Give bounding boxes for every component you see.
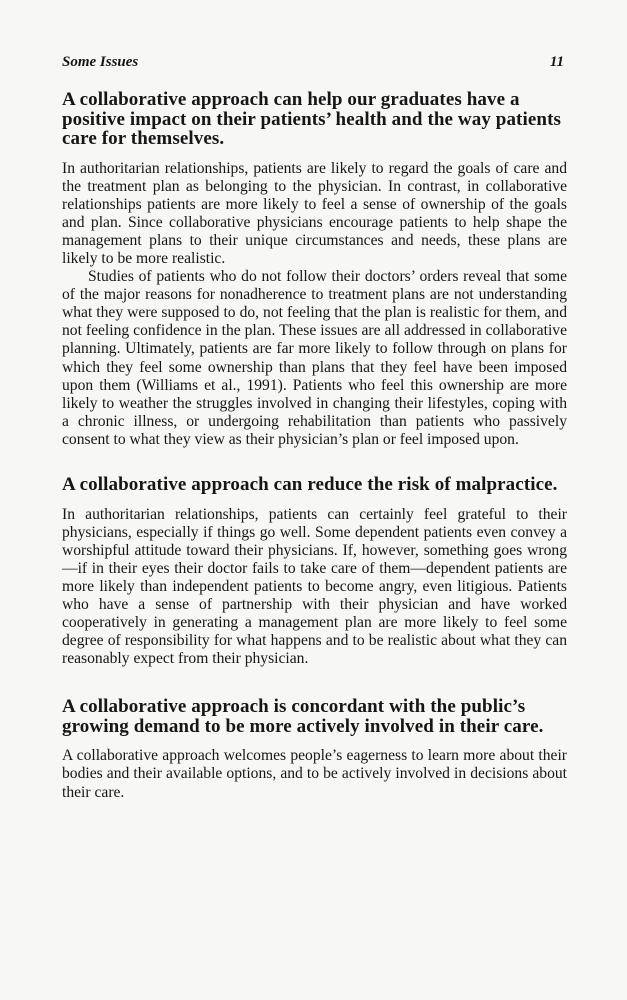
section-malpractice [62,475,567,668]
body-paragraph: In authoritarian relationships, patients can certainly feel grateful to their physicians, especially if things go well. Some dependent patients even convey a worshipful attitude toward their physicians. If, however, something goes wrong—if in their eyes their doctor fails to take care of them—dependent patients are more likely than independent patients to become angry, even litigious. Patients who have a sense of partnership with their physician and have worked cooperatively in generating a management plan are more likely to feel some degree of responsibility for what happens and to be realistic about what they can reasonably expect from their physician. [62,505,567,668]
section-heading: A collaborative approach can reduce the risk of malpractice. [62,474,558,495]
running-head-title: Some Issues [62,54,139,70]
body-paragraph: In authoritarian relationships, patients are likely to regard the goals of care and the treatment plan as belonging to the physician. In contrast, in collaborative relationships patients are more likely to feel a sense of ownership of the goals and plan. Since collaborative physicians encourage patients to help shape the management plans to their unique circumstances and needs, these plans are likely to be more realistic. [62,159,567,267]
section-heading: A collaborative approach is concordant with the public’s growing demand to be more actively involved in their care. [62,696,544,737]
page-content [62,90,567,802]
section-patient-impact [62,90,567,449]
section-heading: A collaborative approach can help our graduates have a positive impact on their patients’ health and the way patients care for themselves. [62,89,561,149]
body-paragraph: A collaborative approach welcomes people’s eagerness to learn more about their bodies and their available options, and to be actively involved in decisions about their care. [62,747,567,801]
running-head [62,54,564,74]
body-paragraph: Studies of patients who do not follow their doctors’ orders reveal that some of the major reasons for nonadherence to treatment plans are not understanding what they were supposed to do, not feeling that the plan is realistic for them, and not feeling confidence in the plan. These issues are all addressed in collaborative planning. Ultimately, patients are far more likely to follow through on plans for which they feel some ownership than plans that they feel have been imposed upon them (Williams et al., 1991). Patients who feel this ownership are more likely to weather the struggles involved in changing their lifestyles, coping with a chronic illness, or undergoing rehabilitation than patients who passively consent to what they view as their physician’s plan or feel imposed upon. [62,268,567,448]
section-public-demand [62,697,567,801]
page-number: 11 [549,54,564,70]
